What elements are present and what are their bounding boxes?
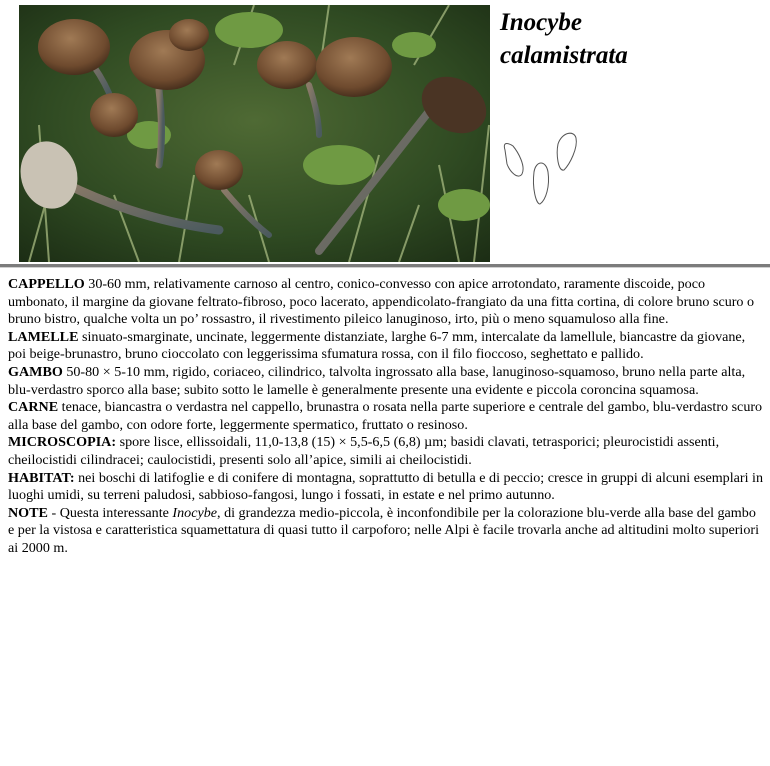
spore-3	[557, 133, 576, 170]
section-gambo	[8, 364, 764, 399]
spores-drawing	[500, 128, 584, 208]
divider-shadow	[0, 267, 770, 268]
section-heading: CAPPELLO	[8, 276, 85, 292]
section-heading: CARNE	[8, 399, 59, 416]
section-text: sinuato-smarginate, uncinate, leggermente distanziate, larghe 6-7 mm, intercalate da lamellule, biancastre da giovane, poi beige-brunastro, bruno cioccolato con leggerissima sfumatura rossa, con il filo fioccoso, seghettato e pallido.	[8, 328, 746, 363]
section-text: 30-60 mm, relativamente carnoso al centro, conico-convesso con apice arrotondato, raramente discoide, poco umbonato, il margine da giovane feltrato-fibroso, poco lacerato, appendicolato-frangiato da una fitta cortina, di colore bruno scuro o bruno bistro, qualche volta un po’ rossastro, il rivestimento pileico lanuginoso, irto, più o meno squamuloso alla fine.	[8, 276, 755, 328]
section-lamelle	[8, 329, 764, 364]
section-heading: NOTE	[8, 504, 48, 521]
species-title	[500, 6, 628, 72]
species-genus: Inocybe	[500, 9, 582, 36]
section-cappello	[8, 276, 764, 329]
note-text-after: , di grandezza medio-piccola, è inconfondibile per la colorazione blu-verde alla base del gambo e per la vistosa e caratteristica squamettatura di quasi tutto il carpoforo; nelle Alpi è facile trovarla anche ad altitudini molto superiori ai 2000 m.	[8, 504, 760, 556]
mushroom-photo	[19, 5, 490, 262]
section-heading: HABITAT:	[8, 469, 75, 486]
section-heading: MICROSCOPIA:	[8, 434, 117, 451]
section-habitat	[8, 470, 764, 505]
section-text: nei boschi di latifoglie e di conifere di montagna, soprattutto di betulla e di peccio; cresce in gruppi di alcuni esemplari in luoghi umidi, su terreni paludosi, sabbioso-fangosi, lungo i fossati, in estate e nel primo autunno.	[8, 469, 763, 504]
species-epithet: calamistrata	[500, 42, 628, 69]
section-heading: GAMBO	[8, 363, 63, 380]
spore-2	[533, 163, 548, 204]
section-text: 50-80 × 5-10 mm, rigido, coriaceo, cilindrico, talvolta ingrossato alla base, lanuginoso-squamoso, bruno nella parte alta, blu-verdastro sporco alla base; subito sotto le lamelle è generalmente presente una evidente e piccola coroncina squamosa.	[8, 363, 746, 398]
section-text: spore lisce, ellissoidali, 11,0-13,8 (15) × 5,5-6,5 (6,8) µm; basidi clavati, tetrasporici; pleurocistidi assenti, cheilocistidi cilindracei; caulocistidi, presenti solo all’apice, simili ai cheilocistidi.	[8, 434, 720, 468]
section-carne	[8, 399, 764, 434]
section-microscopia	[8, 434, 764, 469]
section-text: tenace, biancastra o verdastra nel cappello, brunastra o rosata nella parte superiore e centrale del gambo, blu-verdastro scuro alla base del gambo, con odore forte, leggermente spermatico, fruttato o resinoso.	[8, 399, 763, 433]
spore-1	[504, 144, 523, 177]
mushroom-illustration	[19, 5, 490, 262]
section-heading: LAMELLE	[8, 328, 79, 345]
note-genus-italic: Inocybe	[172, 504, 218, 521]
description	[8, 276, 764, 558]
section-note	[8, 505, 764, 558]
note-text-before: - Questa interessante	[47, 504, 173, 521]
